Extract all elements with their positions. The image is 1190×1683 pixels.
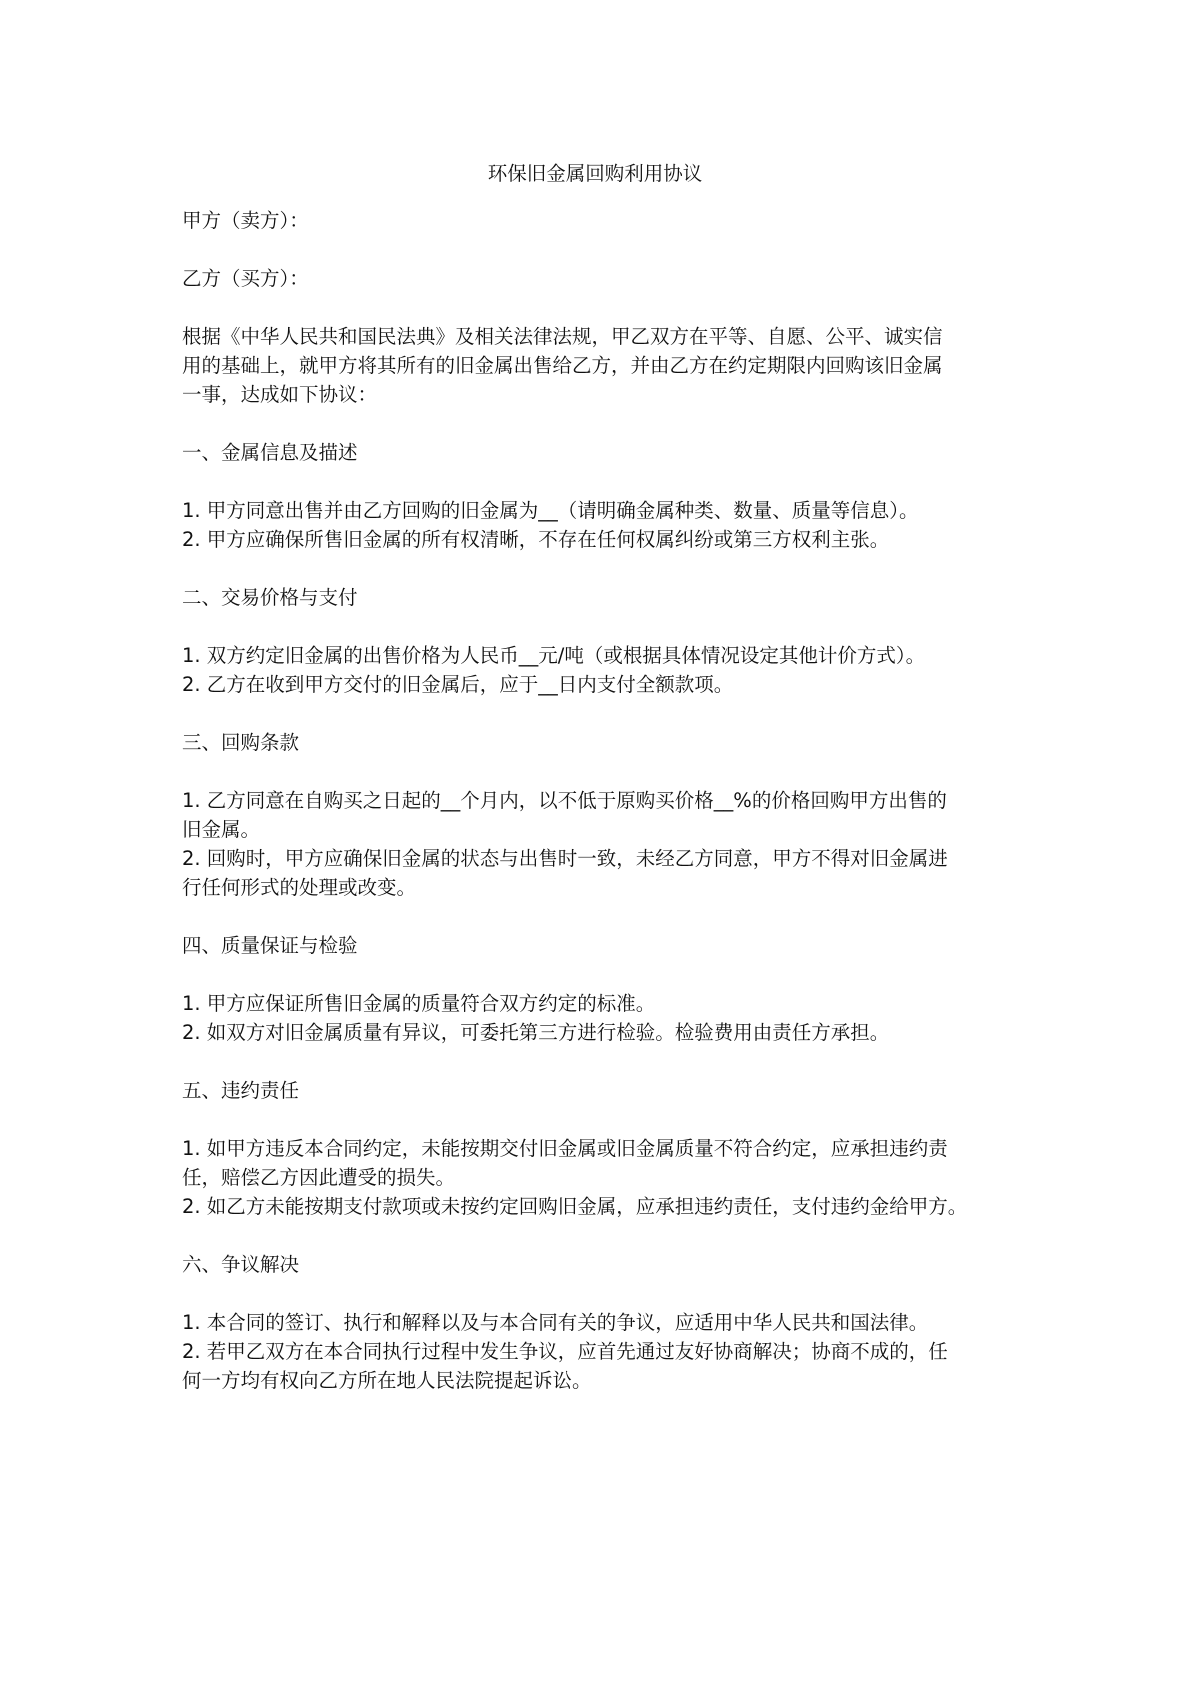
clause-line: 1. 乙方同意在自购买之日起的__个月内，以不低于原购买价格__%的价格回购甲方出售的 — [182, 789, 947, 812]
preamble-line: 一事，达成如下协议： — [182, 383, 378, 406]
section-heading: 一、金属信息及描述 — [182, 441, 358, 464]
clause-line: 任，赔偿乙方因此遭受的损失。 — [182, 1166, 456, 1189]
clause-line: 旧金属。 — [182, 818, 261, 841]
clause-line: 2. 甲方应确保所售旧金属的所有权清晰，不存在任何权属纠纷或第三方权利主张。 — [182, 528, 890, 551]
clause-line: 1. 甲方同意出售并由乙方回购的旧金属为__（请明确金属种类、数量、质量等信息）。 — [182, 499, 919, 522]
clause-line: 2. 乙方在收到甲方交付的旧金属后，应于__日内支付全额款项。 — [182, 673, 734, 696]
clause-line: 2. 如双方对旧金属质量有异议，可委托第三方进行检验。检验费用由责任方承担。 — [182, 1021, 890, 1044]
clause-line: 2. 回购时，甲方应确保旧金属的状态与出售时一致，未经乙方同意，甲方不得对旧金属进 — [182, 847, 948, 870]
clause-line: 2. 如乙方未能按期支付款项或未按约定回购旧金属，应承担违约责任，支付违约金给甲方。 — [182, 1195, 968, 1218]
section-heading: 五、违约责任 — [182, 1079, 300, 1102]
preamble-line: 根据《中华人民共和国民法典》及相关法律法规，甲乙双方在平等、自愿、公平、诚实信 — [182, 325, 943, 348]
clause-line: 2. 若甲乙双方在本合同执行过程中发生争议，应首先通过友好协商解决；协商不成的，任 — [182, 1340, 948, 1363]
clause-line: 1. 甲方应保证所售旧金属的质量符合双方约定的标准。 — [182, 992, 656, 1015]
clause-line: 1. 本合同的签订、执行和解释以及与本合同有关的争议，应适用中华人民共和国法律。 — [182, 1311, 929, 1334]
clause-line: 1. 双方约定旧金属的出售价格为人民币__元/吨（或根据具体情况设定其他计价方式）。 — [182, 644, 926, 667]
document-title: 环保旧金属回购利用协议 — [487, 162, 703, 185]
party-b-label: 乙方（买方）： — [182, 267, 309, 290]
preamble-line: 用的基础上，就甲方将其所有的旧金属出售给乙方，并由乙方在约定期限内回购该旧金属 — [182, 354, 943, 377]
clause-line: 1. 如甲方违反本合同约定，未能按期交付旧金属或旧金属质量不符合约定，应承担违约责 — [182, 1137, 948, 1160]
section-heading: 三、回购条款 — [182, 731, 300, 754]
party-a-label: 甲方（卖方）： — [182, 209, 309, 232]
clause-line: 何一方均有权向乙方所在地人民法院提起诉讼。 — [182, 1369, 592, 1392]
section-heading: 二、交易价格与支付 — [182, 586, 358, 609]
clause-line: 行任何形式的处理或改变。 — [182, 876, 417, 899]
section-heading: 六、争议解决 — [182, 1253, 300, 1276]
section-heading: 四、质量保证与检验 — [182, 934, 358, 957]
